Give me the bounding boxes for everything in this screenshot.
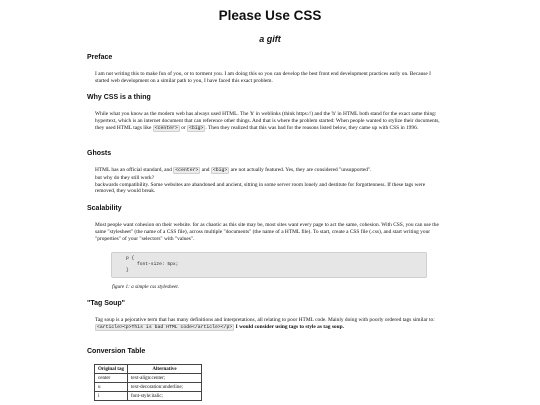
ghosts-text-4: but why do they still work? [95,174,155,181]
table-row [95,374,202,383]
preface-text: I am not writing this to make fun of you, or to torment you. I am doing this so you can develop the best front end development practices early on. Because I started web development on a similar path to you, I have faced this exact problem. [95,71,431,84]
code-big-tag: <big> [188,125,204,131]
conversion-table [94,364,202,401]
preface-paragraph [95,71,440,85]
ghosts-text-5: backwards compatibility. Some websites are abandoned and ancient, sitting in some server room lonely and destitute for forgottenness. If these tags were removed, they would break. [95,181,426,195]
ghosts-text-3: are not actually featured. Yes, they are considered "unsupported". [229,167,372,173]
heading-tag-soup: "Tag Soup" [87,300,126,307]
code-big-tag: <big> [212,168,228,173]
table-cell-original: u [95,383,128,392]
table-row [95,392,202,401]
heading-scalability: Scalability [87,205,122,212]
code-tag-soup-example: <article><p>This is bad HTML code</article></p> [97,324,233,330]
table-row [95,383,202,392]
heading-conversion-table: Conversion Table [87,348,146,355]
table-cell-alternative: text-decoration:underline; [128,383,202,392]
code-center-tag: <center> [154,125,178,131]
table-cell-alternative: text-align:center; [128,374,202,383]
code-center-tag: <center> [175,168,199,173]
tag-soup-bold-text: I would consider using tags to style as tag soup. [234,323,344,330]
why-text-1: While what you know as the modern web has always used HTML. The 'h' in weblinks (think https://) and the 'h' in HTML both stand for the exact same thing: hypertext, which is an internet document that can reference other things. And that is where the problem started: When people wanted to stylize their documents, they used HTML tags like [95,111,440,131]
ghosts-text-1: HTML has an official standard, and [95,167,174,173]
page-subtitle: a gift [259,34,281,44]
heading-ghosts: Ghosts [87,150,112,157]
figure-caption: figure 1: a simple css stylesheet. [112,284,179,290]
tag-soup-text: Tag soup is a pejorative term that has many definitions and interpretations, all relating to poor HTML code. Mainly doing with poorly ordered tags similar to: [95,317,435,323]
table-cell-original: center [95,374,128,383]
page-title: Please Use CSS [218,8,322,23]
css-code-block: p { font-size: 5px; } [111,252,427,278]
ghosts-text-2: and [200,167,211,173]
column-header-original: Original tag [95,365,128,374]
scalability-text: Most people want cohesion on their website. for as chaotic as this site may be, most sites want every page to act the same, cohesion. With CSS, you can use the same "stylesheet" (the name of a CSS file), across multiple "documents" (the name of a HTML file). To start, create a CSS file (.css), and start writing your "properties" of your "selectors" with "values". [95,222,439,242]
table-header-row [95,365,202,374]
scalability-paragraph [95,222,440,242]
column-header-alternative: Alternative [128,365,202,374]
why-text-2: or [179,124,187,131]
why-css-paragraph [95,111,440,132]
heading-preface: Preface [87,54,113,61]
table-cell-alternative: font-style:italic; [128,392,202,401]
heading-why-css: Why CSS is a thing [87,94,151,101]
tag-soup-paragraph [95,317,440,332]
table-cell-original: i [95,392,128,401]
ghosts-paragraph [95,167,440,195]
why-text-3: . Then they realized that this was bad for the reasons listed below, they came up with CSS in 1996. [205,124,419,131]
